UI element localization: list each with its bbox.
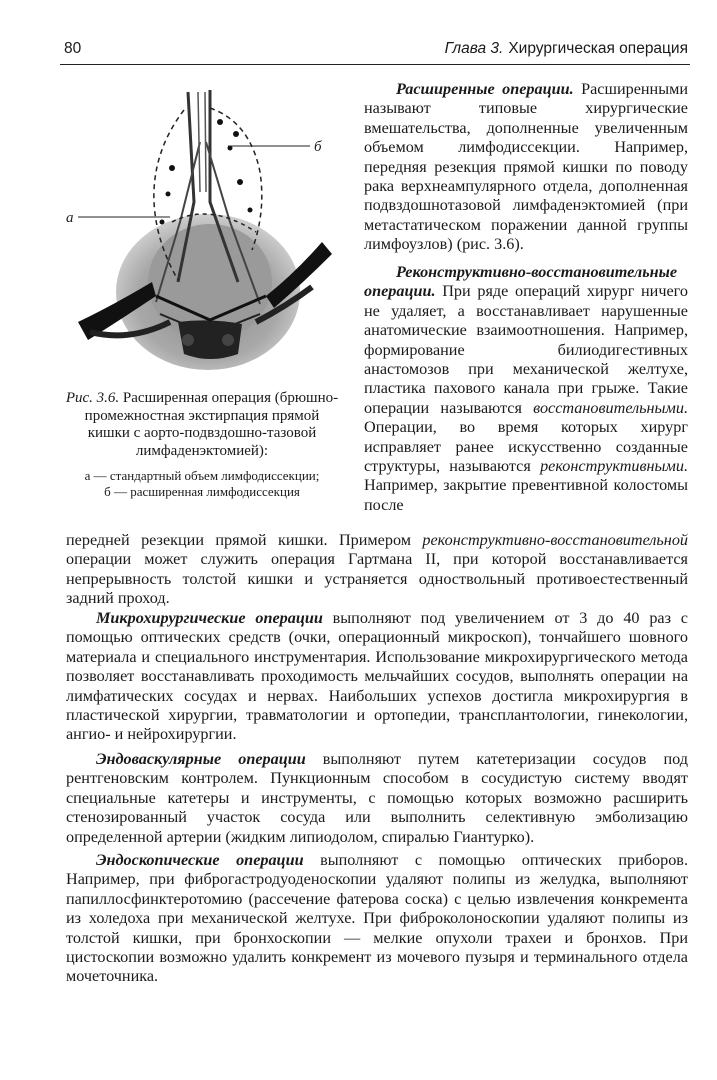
term-endovascular: Эндоваскулярные операции: [96, 750, 306, 768]
text-cont-a: передней резекции прямой кишки. Примером: [66, 531, 411, 549]
term-extended: Расширенные операции.: [396, 80, 574, 98]
term-endoscopic: Эндоскопические операции: [96, 851, 304, 869]
text-extended: Расширенными называют типовые хирургические вмешательства, дополненные увеличенным объемом лимфодиссекции. Например, передняя резекция прямой кишки по поводу рака верхнеампулярного отдела, дополненная подвздошнотазовой лимфаденэктомией (при метастатическом поражении данной группы лимфоузлов) (рис. 3.6).: [364, 80, 688, 254]
chapter-label: Глава 3.: [444, 40, 504, 57]
text-cont-b: операции может служить операция Гартмана II, при которой восстанавливается непрерывность толстой кишки и устраняется одноствольный противоестественный задний проход.: [66, 550, 688, 608]
term-reconstructive: Реконструктивно-восстановительные операции.: [364, 263, 678, 301]
figure-caption: [62, 390, 342, 460]
para-reconstructive: [364, 263, 688, 515]
chapter-name: Хирургическая операция: [508, 40, 688, 57]
italic-reconstructive: реконструктивными.: [540, 457, 688, 476]
para-extended: [364, 80, 688, 255]
running-header: [60, 38, 690, 65]
term-micro: Микрохирургические операции: [96, 609, 323, 627]
figure-legend: [62, 468, 342, 500]
text-reconstructive-2: Операции, во время которых хирург исправляет ранее искусственно созданные структуры, называются: [364, 418, 688, 476]
text-endovascular: выполняют путем катетеризации сосудов под рентгеновским контролем. Пункционным способом в сосудистую систему вводят специальные катетеры и инструменты, с помощью которых возможно расширить стенозированный участок сосуда или выполнить селективную эмболизацию определенной артерии (жидким липиодолом, спиралью Гиантурко).: [66, 750, 688, 846]
text-micro: выполняют под увеличением от 3 до 40 раз с помощью оптических средств (очки, операционный микроскоп), тончайшего шовного материала и специального инструментария. Использование микрохирургического метода позволяет восстанавливать проходимость мельчайших сосудов, выполнять операции на лимфатических сосудах и нервах. Наибольших успехов достигла микрохирургия в пластической хирургии, травматологии и ортопедии, трансплантологии, гинекологии, ангио- и нейрохирургии.: [66, 609, 688, 744]
legend-a: а — стандартный объем лимфодиссекции;: [84, 468, 320, 483]
page-number: 80: [64, 40, 82, 57]
text-endoscopic: выполняют с помощью оптических приборов. Например, при фиброгастродуоденоскопии удаляют полипы из желудка, выполняют папиллосфинктеротомию (рассечение фатерова соска) с целью извлечения конкремента из холедоха при механической желтухе. При фиброколоноскопии удаляют полипы из толстой кишки, при бронхоскопии — мелкие опухоли трахеи и бронхов. При цистоскопии возможно удалить конкремент из мочевого пузыря и терминального отдела мочеточника.: [66, 851, 688, 986]
label-a: а: [66, 210, 74, 226]
pelvis-diagram: [60, 82, 340, 382]
text-reconstructive-1: При ряде операций хирург ничего не удаляет, а восстанавливает нарушенные анатомические взаимоотношения. Например, формирование билиодигестивных анастомозов при механической желтухе, пластика пахового канала при грыже. Такие операции называются: [364, 282, 689, 417]
caption-ref: Рис. 3.6.: [65, 390, 120, 406]
chapter-title: [445, 40, 688, 58]
italic-restorative: восстановительными.: [533, 398, 688, 417]
caption-title: Расширенная операция (брюшно-промежностная экстирпация прямой кишки с аорто-подвздошно-тазовой лимфаденэктомией):: [84, 390, 339, 459]
para-reconstructive-cont: [66, 531, 688, 609]
label-b: б: [314, 139, 322, 155]
para-endoscopic: [66, 851, 688, 987]
figure-illustration: [60, 82, 340, 382]
legend-b: б — расширенная лимфодиссекция: [104, 484, 300, 499]
italic-cont: реконструктивно-восстановительной: [422, 531, 689, 549]
text-reconstructive-3: Например, закрытие превентивной колостомы после: [364, 476, 688, 514]
para-micro: [66, 609, 688, 745]
para-endovascular: [66, 750, 688, 847]
